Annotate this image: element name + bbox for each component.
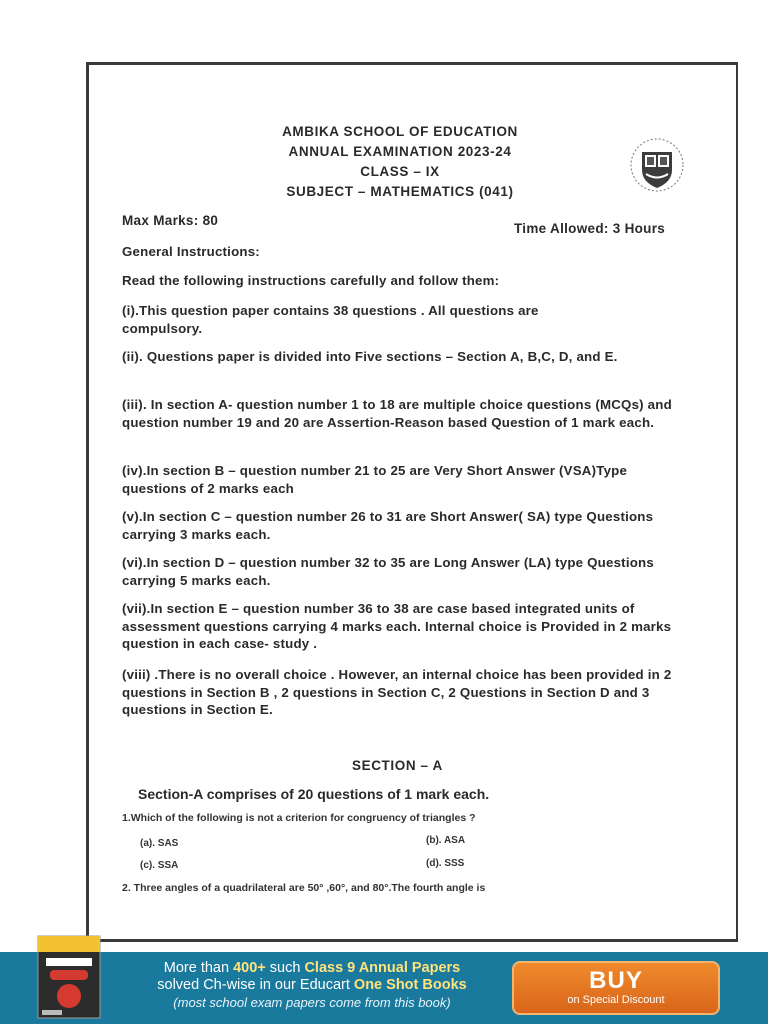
section-subtitle: Section-A comprises of 20 questions of 1 mark each. [138,786,490,802]
question-1-option-a: (a). SAS [140,838,179,849]
question-1-option-d: (d). SSS [426,858,465,869]
instruction-item: (viii) .There is no overall choice . However, an internal choice has been provided in 2 questions in Section B , 2 questions in Section C, 2 Questions in Section D and 3 questions in Section E. [122,667,672,717]
instructions-intro: Read the following instructions carefully and follow them: [122,273,500,288]
instruction-item: (iii). In section A- question number 1 to 18 are multiple choice questions (MCQs) and question number 19 and 20 are Assertion-Reason based Question of 1 mark each. [122,397,672,430]
banner-text [112,960,512,1011]
exam-header [230,122,570,202]
banner-line-3: (most school exam papers come from this book) [173,995,451,1010]
exam-name: ANNUAL EXAMINATION 2023-24 [288,144,512,159]
buy-button-label: BUY [589,967,643,994]
banner-line-1: More than 400+ such Class 9 Annual Papers [163,960,461,976]
school-logo-icon [628,136,686,194]
question-1: 1.Which of the following is not a criterion for congruency of triangles ? [122,812,476,824]
instruction-item: (iv).In section B – question number 21 to 25 are Very Short Answer (VSA)Type questions of 2 marks each [122,463,628,496]
section-title: SECTION – A [352,758,443,773]
subject-name: SUBJECT – MATHEMATICS (041) [286,184,514,199]
max-marks: Max Marks: 80 [122,213,219,228]
banner-line-2: solved Ch-wise in our Educart One Shot Books [157,977,467,993]
time-allowed: Time Allowed: 3 Hours [514,221,666,236]
instructions-title: General Instructions: [122,244,260,259]
instruction-item: (vii).In section E – question number 36 to 38 are case based integrated units of assessment questions carrying 4 marks each. Internal choice is Provided in 2 marks question in each case- study . [122,601,672,651]
instruction-item: (i).This question paper contains 38 questions . All questions are compulsory. [122,303,539,336]
question-1-option-c: (c). SSA [140,860,179,871]
instruction-item: (ii). Questions paper is divided into Five sections – Section A, B,C, D, and E. [122,349,618,364]
school-name: AMBIKA SCHOOL OF EDUCATION [282,124,518,139]
instruction-item: (vi).In section D – question number 32 to 35 are Long Answer (LA) type Questions carrying 5 marks each. [122,555,654,588]
book-cover-icon [36,934,102,1020]
buy-button[interactable] [512,961,720,1015]
question-2: 2. Three angles of a quadrilateral are 50° ,60°, and 80°.The fourth angle is [122,882,486,894]
buy-button-sublabel: on Special Discount [567,994,665,1006]
instruction-item: (v).In section C – question number 26 to 31 are Short Answer( SA) type Questions carrying 3 marks each. [122,509,654,542]
class-name: CLASS – IX [360,164,440,179]
question-1-option-b: (b). ASA [426,835,466,846]
